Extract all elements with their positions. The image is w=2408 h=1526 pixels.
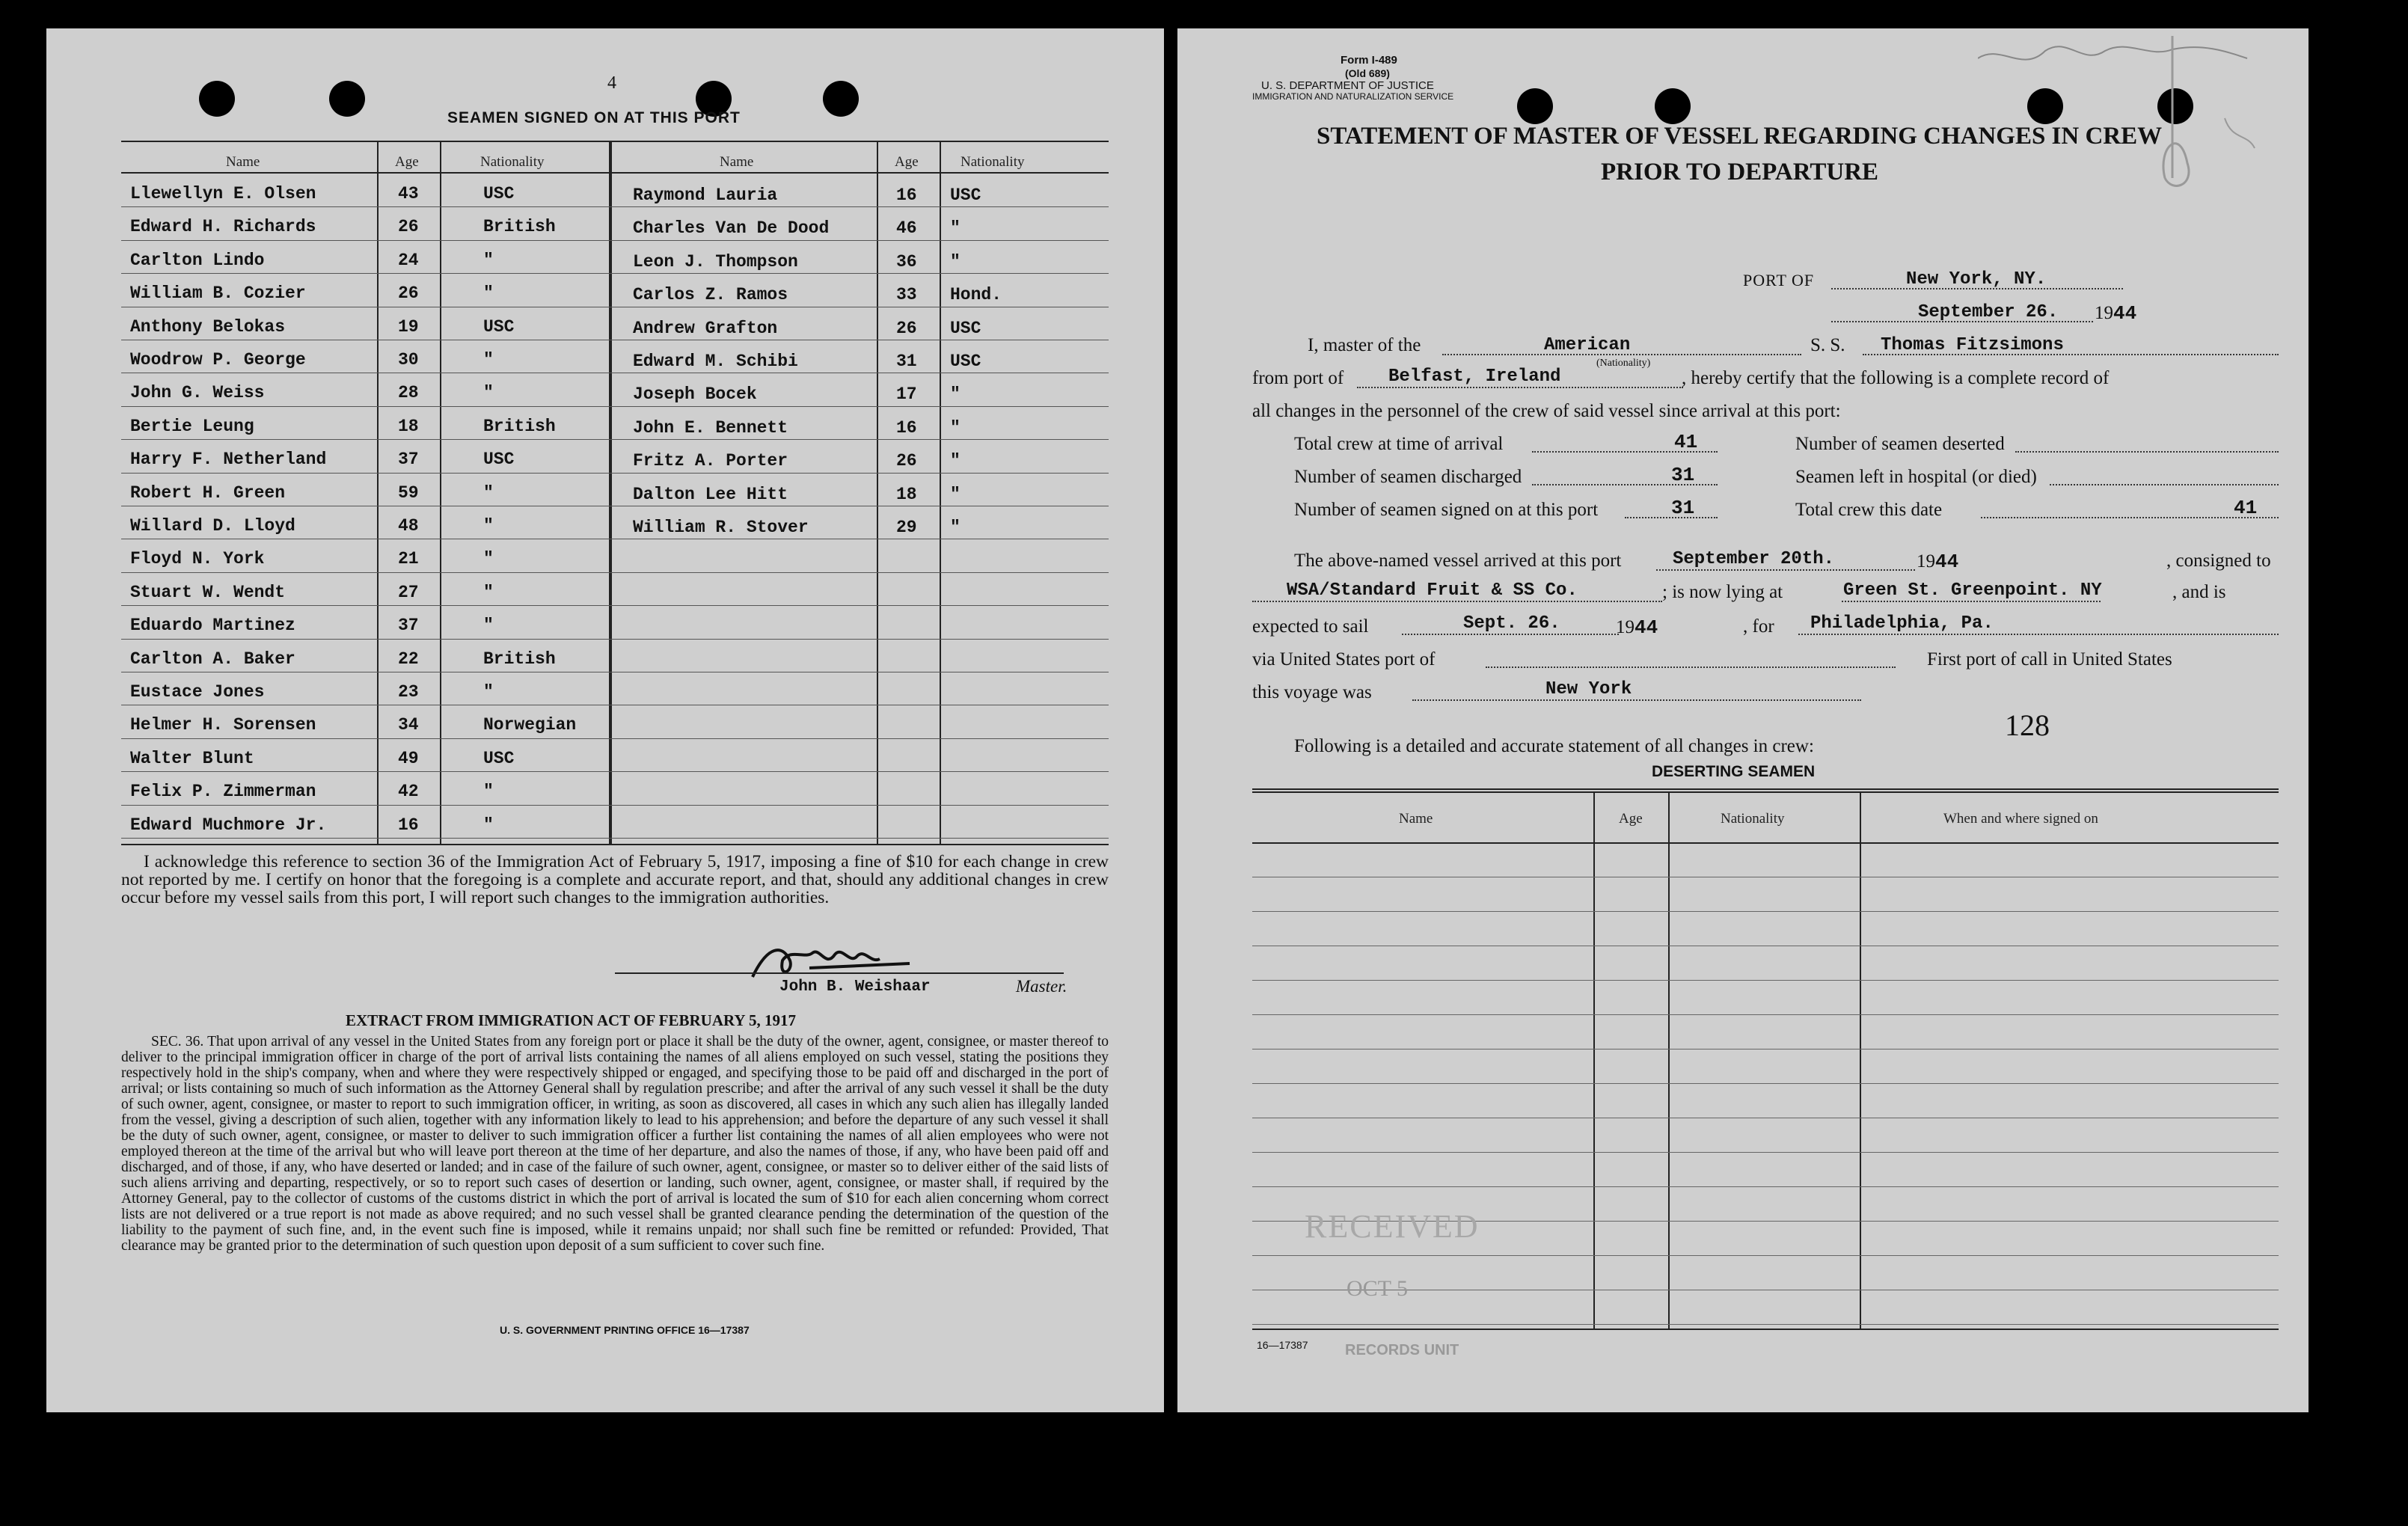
crew-name: Bertie Leung (130, 416, 254, 436)
crew-name: Edward M. Schibi (633, 352, 798, 371)
crew-nationality: " (483, 350, 494, 370)
table-row-line (1252, 1014, 2279, 1015)
crew-age: 18 (398, 416, 419, 436)
extract-title: EXTRACT FROM IMMIGRATION ACT OF FEBRUARY 5, 1917 (346, 1011, 797, 1029)
lying-label: ; is now lying at (1662, 582, 1783, 602)
footer-code: 16—17387 (1257, 1339, 1308, 1351)
crew-nationality: " (483, 250, 494, 270)
crew-name: William B. Cozier (130, 284, 306, 304)
crew-nationality: " (483, 549, 494, 569)
crew-age: 23 (398, 682, 419, 702)
crew-name: Carlos Z. Ramos (633, 285, 788, 305)
crew-nationality: " (950, 484, 961, 504)
destination-value: Philadelphia, Pa. (1810, 613, 1994, 634)
expected-label: expected to sail (1252, 616, 1369, 637)
header-nationality: Nationality (961, 154, 1025, 170)
crew-nationality: British (483, 649, 556, 669)
first-port-label: First port of call in United States (1927, 649, 2172, 669)
table-row-line (1252, 980, 2279, 981)
crew-name: Harry F. Netherland (130, 450, 327, 470)
detailed-text: Following is a detailed and accurate statement of all changes in crew: (1294, 736, 1814, 756)
crew-age: 46 (896, 218, 917, 239)
crew-age: 43 (398, 184, 419, 203)
punch-hole (823, 81, 859, 117)
crew-name: Eduardo Martinez (130, 616, 295, 636)
crew-age: 26 (896, 451, 917, 471)
ss-label: S. S. (1810, 335, 1845, 355)
right-page (1177, 28, 2309, 1412)
date-value: September 26. (1918, 302, 2059, 322)
crew-nationality: USC (483, 748, 515, 768)
crew-age: 34 (398, 715, 419, 735)
document-number: 128 (2005, 708, 2050, 742)
crew-age: 26 (896, 318, 917, 338)
page-number: 4 (607, 73, 616, 93)
crew-name: Walter Blunt (130, 748, 254, 768)
consigned-label: , consigned to (2166, 551, 2271, 571)
crew-nationality: USC (950, 318, 981, 338)
header-age: Age (395, 154, 419, 170)
nationality-caption: (Nationality) (1596, 358, 1651, 369)
form-number: Form I-489 (1341, 54, 1397, 67)
crew-name: Floyd N. York (130, 549, 265, 569)
signed-on-value: 31 (1671, 497, 1695, 519)
sail-year-label: 1944 (1616, 616, 1658, 639)
crew-age: 16 (896, 417, 917, 438)
port-label: PORT OF (1743, 271, 1815, 289)
crew-nationality: " (483, 682, 494, 702)
crew-name: Carlton A. Baker (130, 649, 295, 669)
punch-hole (199, 81, 235, 117)
received-stamp: RECEIVED (1305, 1208, 1480, 1245)
crew-name: Edward H. Richards (130, 217, 316, 237)
deserting-title: DESERTING SEAMEN (1652, 763, 1816, 780)
and-is-label: , and is (2172, 582, 2226, 602)
crew-age: 22 (398, 649, 419, 669)
header-nationality: Nationality (480, 154, 545, 170)
nationality-value: American (1544, 335, 1631, 355)
crew-name: Carlton Lindo (130, 250, 265, 270)
crew-name: Stuart W. Wendt (130, 582, 286, 602)
crew-age: 48 (398, 516, 419, 536)
crew-nationality: " (483, 383, 494, 403)
table-row-line (1252, 911, 2279, 912)
handwritten-note (1978, 28, 2277, 193)
master-label: Master. (1016, 977, 1067, 996)
punch-hole (1655, 88, 1691, 124)
punch-hole (329, 81, 365, 117)
crew-age: 36 (896, 251, 917, 272)
crew-name: John G. Weiss (130, 383, 265, 403)
crew-name: Llewellyn E. Olsen (130, 184, 316, 203)
table-row-line (1252, 1083, 2279, 1084)
crew-nationality: " (950, 451, 961, 471)
printing-office: U. S. GOVERNMENT PRINTING OFFICE 16—17387 (500, 1324, 750, 1336)
crew-nationality: " (483, 815, 494, 835)
crew-age: 37 (398, 616, 419, 636)
crew-age: 42 (398, 782, 419, 802)
table-row-line (1252, 1255, 2279, 1256)
via-label: via United States port of (1252, 649, 1436, 669)
crew-name: Charles Van De Dood (633, 218, 830, 239)
crew-name: Dalton Lee Hitt (633, 484, 788, 504)
crew-nationality: " (483, 516, 494, 536)
table-row-line (1252, 1186, 2279, 1187)
received-date-stamp: OCT 5 (1347, 1276, 1408, 1301)
crew-age: 17 (896, 384, 917, 405)
all-changes-text: all changes in the personnel of the crew of said vessel since arrival at this port: (1252, 401, 1841, 421)
crew-age: 18 (896, 484, 917, 504)
from-port-label: from port of (1252, 368, 1344, 388)
crew-nationality: USC (483, 184, 515, 203)
crew-name: Joseph Bocek (633, 384, 757, 405)
left-page (46, 28, 1164, 1412)
crew-age: 16 (398, 815, 419, 835)
for-label: , for (1743, 616, 1774, 637)
crew-age: 59 (398, 482, 419, 503)
sail-value: Sept. 26. (1463, 613, 1560, 634)
crew-name: William R. Stover (633, 518, 809, 537)
crew-name: Raymond Lauria (633, 186, 778, 205)
arrived-label: The above-named vessel arrived at this port (1294, 551, 1622, 571)
crew-nationality: Hond. (950, 285, 1002, 305)
crew-name: Leon J. Thompson (633, 251, 798, 272)
crew-age: 30 (398, 350, 419, 370)
total-date-value: 41 (2234, 497, 2258, 519)
total-date-label: Total crew this date (1795, 500, 1943, 520)
crew-age: 28 (398, 383, 419, 403)
discharged-value: 31 (1671, 464, 1695, 486)
crew-name: Eustace Jones (130, 682, 265, 702)
crew-nationality: Norwegian (483, 715, 577, 735)
crew-nationality: " (483, 284, 494, 304)
crew-nationality: " (950, 518, 961, 537)
crew-nationality: USC (483, 316, 515, 337)
header-age: Age (1619, 811, 1643, 827)
acknowledgment-text: I acknowledge this reference to section 36 of the Immigration Act of February 5, 1917, imposing a fine of $10 for each change in crew not reported by me. I certify on honor that the foregoing is a complete and accurate report, and that, should any additional changes in crew occur before my vessel sails from this port, I will report such changes to the immigration authorities. (121, 852, 1109, 907)
table-row-line (1252, 1152, 2279, 1153)
crew-name: Anthony Belokas (130, 316, 286, 337)
crew-nationality: British (483, 217, 556, 237)
crew-age: 37 (398, 450, 419, 470)
crew-name: Felix P. Zimmerman (130, 782, 316, 802)
discharged-label: Number of seamen discharged (1294, 467, 1522, 487)
header-when-where: When and where signed on (1943, 811, 2098, 827)
consignee-value: WSA/Standard Fruit & SS Co. (1287, 580, 1578, 601)
crew-nationality: " (483, 616, 494, 636)
crew-age: 31 (896, 352, 917, 371)
crew-age: 19 (398, 316, 419, 337)
master-name: John B. Weishaar (779, 978, 931, 996)
crew-nationality: USC (483, 450, 515, 470)
year-label: 1944 (2095, 302, 2137, 325)
crew-name: Willard D. Lloyd (130, 516, 295, 536)
crew-age: 26 (398, 284, 419, 304)
form-title: STATEMENT OF MASTER OF VESSEL REGARDING CHANGES IN CREW (1317, 123, 2163, 150)
crew-name: Andrew Grafton (633, 318, 778, 338)
crew-name: Edward Muchmore Jr. (130, 815, 327, 835)
voyage-label: this voyage was (1252, 682, 1372, 702)
deserted-label: Number of seamen deserted (1795, 434, 2005, 454)
crew-name: John E. Bennett (633, 417, 788, 438)
crew-age: 24 (398, 250, 419, 270)
arrived-year-label: 1944 (1917, 551, 1959, 573)
crew-nationality: British (483, 416, 556, 436)
crew-nationality: " (483, 482, 494, 503)
crew-name: Helmer H. Sorensen (130, 715, 316, 735)
form-old-number: (Old 689) (1345, 67, 1390, 79)
crew-nationality: USC (950, 352, 981, 371)
header-name: Name (226, 154, 260, 170)
crew-nationality: " (483, 782, 494, 802)
hospital-label: Seamen left in hospital (or died) (1795, 467, 2037, 487)
arrived-value: September 20th. (1673, 549, 1835, 569)
signed-on-label: Number of seamen signed on at this port (1294, 500, 1599, 520)
total-arrival-label: Total crew at time of arrival (1294, 434, 1504, 454)
crew-age: 16 (896, 186, 917, 205)
header-age: Age (895, 154, 919, 170)
section-title: SEAMEN SIGNED ON AT THIS PORT (447, 109, 741, 126)
certify-text: , hereby certify that the following is a complete record of (1682, 368, 2110, 388)
punch-hole (1517, 88, 1553, 124)
master-of-label: I, master of the (1308, 335, 1421, 355)
crew-age: 26 (398, 217, 419, 237)
crew-nationality: USC (950, 186, 981, 205)
crew-name: Fritz A. Porter (633, 451, 788, 471)
header-name: Name (720, 154, 754, 170)
crew-age: 33 (896, 285, 917, 305)
extract-text: SEC. 36. That upon arrival of any vessel in the United States from any foreign port or place it shall be the duty of the owner, agent, consignee, or master thereof to deliver to the principal immigration officer in charge of the port of arrival lists containing the names of all aliens employed on such vessel, stating the positions they respectively hold in the ship's company, when and where they were respectively shipped or engaged, and specifying those to be paid off and discharged in the port of arrival; or lists containing so much of such information as the Attorney General shall by regulation prescribe; and after the arrival of any such vessel it shall be the duty of such owner, agent, consignee, or master to report to such immigration officer, in writing, as soon as discovered, all cases in which any such alien has illegally landed from the vessel, giving a description of such alien, together with any information likely to lead to his apprehension; and before the departure of any such vessel it shall be the duty of such owner, agent, consignee, or master to deliver to such immigration officer a further list containing the names of all alien employees who were not employed thereon at the time of the arrival but who will leave port thereon at the time of her departure, and also the names of those, if any, who have been paid off and discharged, and of those, if any, who have deserted or landed; and in case of the failure of such owner, agent, consignee, or master so to deliver either of the said lists of such aliens arriving and departing, respectively, or so to report such cases of desertion or landing, such owner, agent, consignee, or master shall, if required by the Attorney General, pay to the collector of customs of the customs district in which the port of arrival is located the sum of $10 for each alien concerning whom correct lists are not delivered or a true report is not made as above required; and no such vessel shall be granted clearance pending the determination of the question of the liability to the payment of such fine, and, in the event such fine is imposed, while it remains unpaid; nor shall such fine be remitted or refunded: Provided, That clearance may be granted prior to the determination of such question upon deposit of a sum sufficient to cover such fine. (121, 1034, 1109, 1254)
crew-name: Woodrow P. George (130, 350, 306, 370)
crew-age: 21 (398, 549, 419, 569)
crew-nationality: " (950, 251, 961, 272)
voyage-value: New York (1545, 679, 1632, 699)
total-arrival-value: 41 (1674, 431, 1698, 453)
lying-value: Green St. Greenpoint. NY (1843, 580, 2102, 601)
crew-nationality: " (483, 582, 494, 602)
table-row-line (1252, 1324, 2279, 1325)
crew-nationality: " (950, 417, 961, 438)
records-unit-stamp: RECORDS UNIT (1345, 1342, 1459, 1358)
crew-nationality: " (950, 384, 961, 405)
service: IMMIGRATION AND NATURALIZATION SERVICE (1252, 91, 1454, 102)
crew-age: 27 (398, 582, 419, 602)
header-name: Name (1399, 811, 1433, 827)
crew-nationality: " (950, 218, 961, 239)
crew-name: Robert H. Green (130, 482, 286, 503)
ship-value: Thomas Fitzsimons (1881, 335, 2064, 355)
header-nationality: Nationality (1721, 811, 1785, 827)
from-port-value: Belfast, Ireland (1388, 367, 1561, 387)
crew-age: 49 (398, 748, 419, 768)
port-value: New York, NY. (1906, 269, 2047, 289)
crew-age: 29 (896, 518, 917, 537)
form-subtitle: PRIOR TO DEPARTURE (1601, 159, 1879, 186)
department: U. S. DEPARTMENT OF JUSTICE (1261, 79, 1434, 92)
